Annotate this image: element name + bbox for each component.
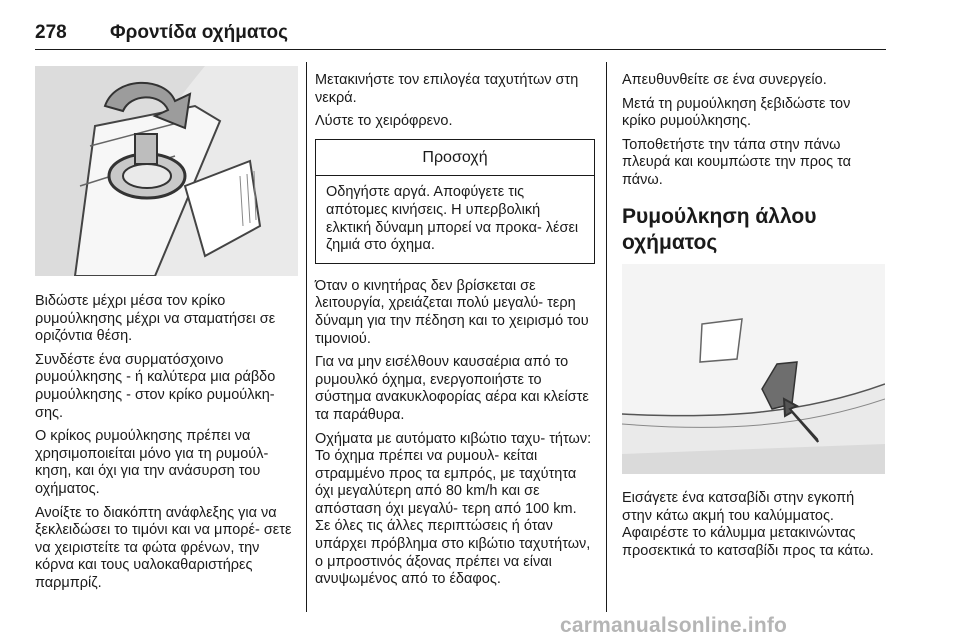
- section-heading: Ρυμούλκηση άλλου οχήματος: [622, 204, 817, 254]
- column-divider: [606, 62, 607, 612]
- caution-title: Προσοχή: [316, 140, 594, 177]
- paragraph: Οχήματα με αυτόματο κιβώτιο ταχυ‐ τήτων: Το όχημα πρέπει να ρυμουλ‐ κείται στραμμένο προς τα εμπρός, με ταχύτητα όχι μεγαλύτερη από 80 km/h και σε απόσταση όχι μεγαλύ‐ τερη από 100 km. Σε όλες τις άλλες περιπτώσεις ή όταν υπάρχει πρόβλημα στο κιβώτιο ταχυτήτων, ο μπροστινός άξονας πρέπει να είναι ανυψωμένος από το έδαφος.: [315, 430, 592, 588]
- paragraph: Όταν ο κινητήρας δεν βρίσκεται σε λειτουργία, χρειάζεται πολύ μεγαλύ‐ τερη δύναμη για την πέδηση και το χειρισμό του τιμονιού.: [315, 277, 589, 347]
- column-2: [315, 72, 595, 595]
- paragraph: Βιδώστε μέχρι μέσα τον κρίκο ρυμούλκησης μέχρι να σταματήσει σε οριζόντια θέση.: [35, 293, 276, 345]
- tow-eye-rear-illustration: [622, 264, 885, 474]
- page-number: 278: [35, 22, 67, 43]
- caution-text: Οδηγήστε αργά. Αποφύγετε τις απότομες κινήσεις. Η υπερβολική ελκτική δύναμη μπορεί να προκα‐ λέσει ζημιά στο όχημα.: [326, 184, 579, 254]
- caution-box: [315, 139, 595, 264]
- header-divider: [35, 49, 886, 50]
- paragraph: Λύστε το χειρόφρενο.: [315, 113, 453, 130]
- paragraph: Τοποθετήστε την τάπα στην πάνω πλευρά και κουμπώστε την προς τα πάνω.: [622, 136, 852, 188]
- tow-eye-front-illustration: [35, 66, 298, 276]
- paragraph: Για να μην εισέλθουν καυσαέρια από το ρυμουλκό όχημα, ενεργοποιήστε το σύστημα ανακυκλοφορίας αέρα και κλείστε τα παράθυρα.: [315, 354, 589, 423]
- paragraph: Ανοίξτε το διακόπτη ανάφλεξης για να ξεκλειδώσει το τιμόνι και να μπορέ‐ σετε να χειριστείτε τα φώτα φρένων, την κόρνα και τους υαλοκαθαριστήρες παρμπρίζ.: [35, 504, 292, 591]
- paragraph: Απευθυνθείτε σε ένα συνεργείο.: [622, 72, 827, 88]
- column-divider: [306, 62, 307, 612]
- paragraph: Ο κρίκος ρυμούλκησης πρέπει να χρησιμοποιείται μόνο για τη ρυμούλ‐ κηση, και όχι για την ανάσυρση του οχήματος.: [35, 428, 269, 497]
- column-3: [622, 72, 884, 270]
- page-title: Φροντίδα οχήματος: [110, 22, 288, 43]
- paragraph: Μετά τη ρυμούλκηση ξεβιδώστε τον κρίκο ρυμούλκησης.: [622, 95, 851, 130]
- paragraph: Μετακινήστε τον επιλογέα ταχυτήτων στη νεκρά.: [315, 72, 579, 106]
- paragraph: Συνδέστε ένα συρματόσχοινο ρυμούλκησης - ή καλύτερα μια ράβδο ρυμούλκησης - στον κρίκο ρυμούλκη‐ σης.: [35, 351, 276, 421]
- page-header: [35, 22, 885, 50]
- paragraph: Εισάγετε ένα κατσαβίδι στην εγκοπή στην κάτω ακμή του καλύμματος. Αφαιρέστε το κάλυμμα μετακινώντας προσεκτικά το κατσαβίδι προς τα κάτω.: [622, 490, 874, 559]
- watermark: carmanualsonline.info: [560, 614, 788, 637]
- column-1: [35, 293, 297, 599]
- column-3-bottom: [622, 490, 884, 566]
